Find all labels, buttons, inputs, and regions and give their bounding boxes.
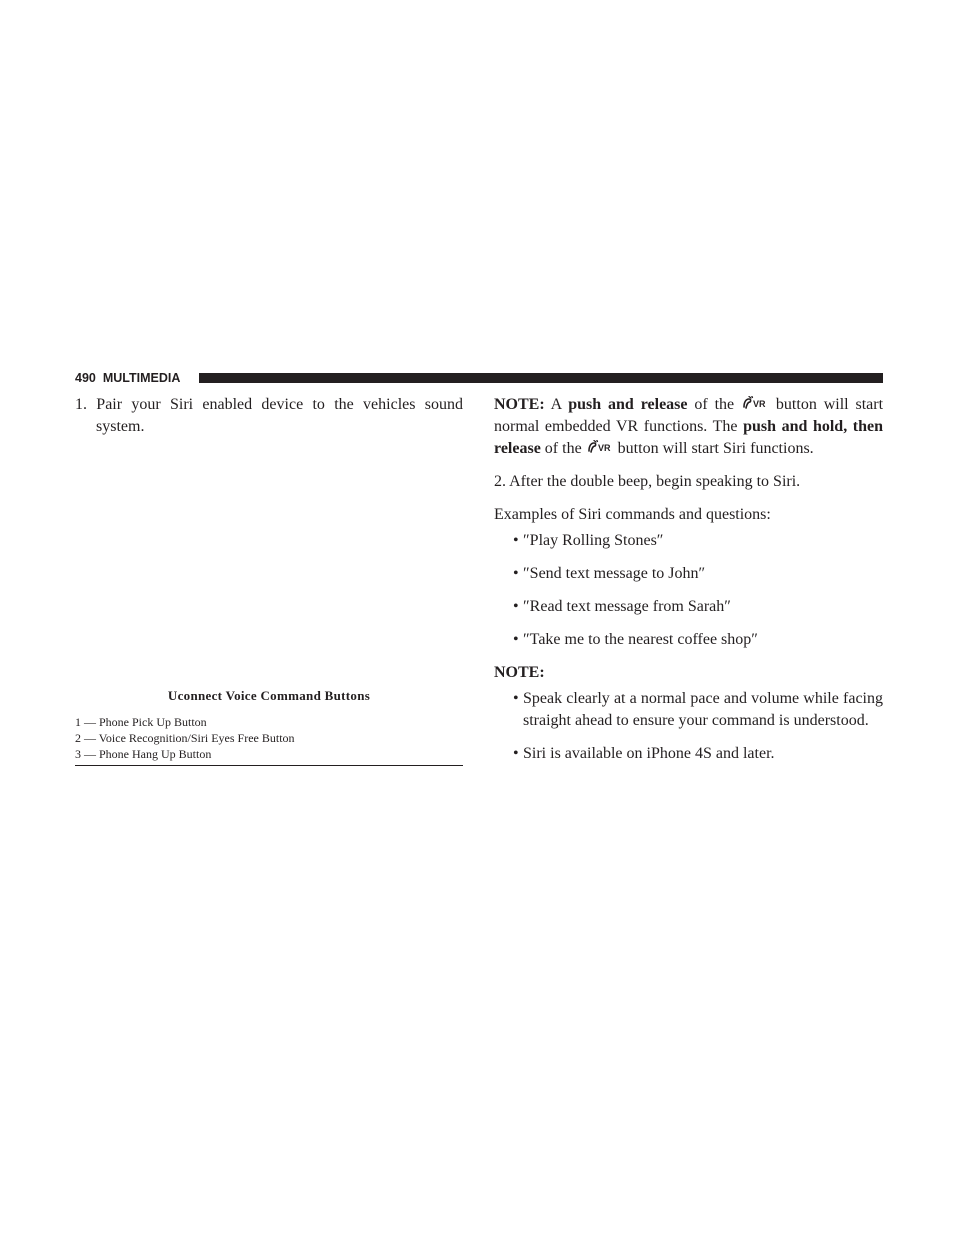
note-vr-functions: NOTE: A push and release of the VR button will start normal embedded VR functions. The push and hold, then release of the VR button will start Siri functions. [494, 396, 884, 457]
left-column [75, 394, 463, 438]
right-column [494, 394, 883, 776]
voice-recognition-icon [587, 440, 613, 454]
note-label-2: NOTE: [494, 664, 545, 681]
section-title: MULTIMEDIA [102, 371, 181, 385]
page-header [75, 370, 883, 386]
figure-legend [75, 714, 463, 762]
push-hold-text: push and hold, then release [494, 418, 884, 457]
list-item: • ″Play Rolling Stones″ [494, 530, 883, 552]
note-label: NOTE: [494, 396, 545, 413]
header-rule [199, 373, 883, 383]
figure-caption [75, 688, 463, 766]
examples-intro: Examples of Siri commands and questions: [494, 506, 771, 523]
push-release-text: push and release [568, 396, 688, 413]
legend-item: 1 — Phone Pick Up Button [75, 715, 207, 729]
list-item: • Speak clearly at a normal pace and volume while facing straight ahead to ensure your command is understood. [494, 688, 883, 732]
voice-recognition-icon [742, 396, 768, 410]
svg-text:VR: VR [597, 443, 611, 453]
step-1: 1. Pair your Siri enabled device to the vehicles sound system. [75, 396, 463, 435]
list-item: • Siri is available on iPhone 4S and later. [494, 743, 883, 765]
svg-text:VR: VR [753, 399, 766, 409]
page-number: 490 MULTIMEDIA [75, 370, 188, 386]
note-list [494, 688, 883, 765]
list-item: • ″Send text message to John″ [494, 563, 883, 585]
legend-item: 2 — Voice Recognition/Siri Eyes Free Button [75, 731, 295, 745]
step-2: 2. After the double beep, begin speaking to Siri. [494, 473, 801, 490]
caption-rule [75, 765, 463, 766]
figure-title: Uconnect Voice Command Buttons [167, 688, 371, 703]
list-item: • ″Take me to the nearest coffee shop″ [494, 629, 883, 651]
legend-item: 3 — Phone Hang Up Button [75, 747, 212, 761]
list-item: • ″Read text message from Sarah″ [494, 596, 883, 618]
examples-list [494, 530, 883, 651]
